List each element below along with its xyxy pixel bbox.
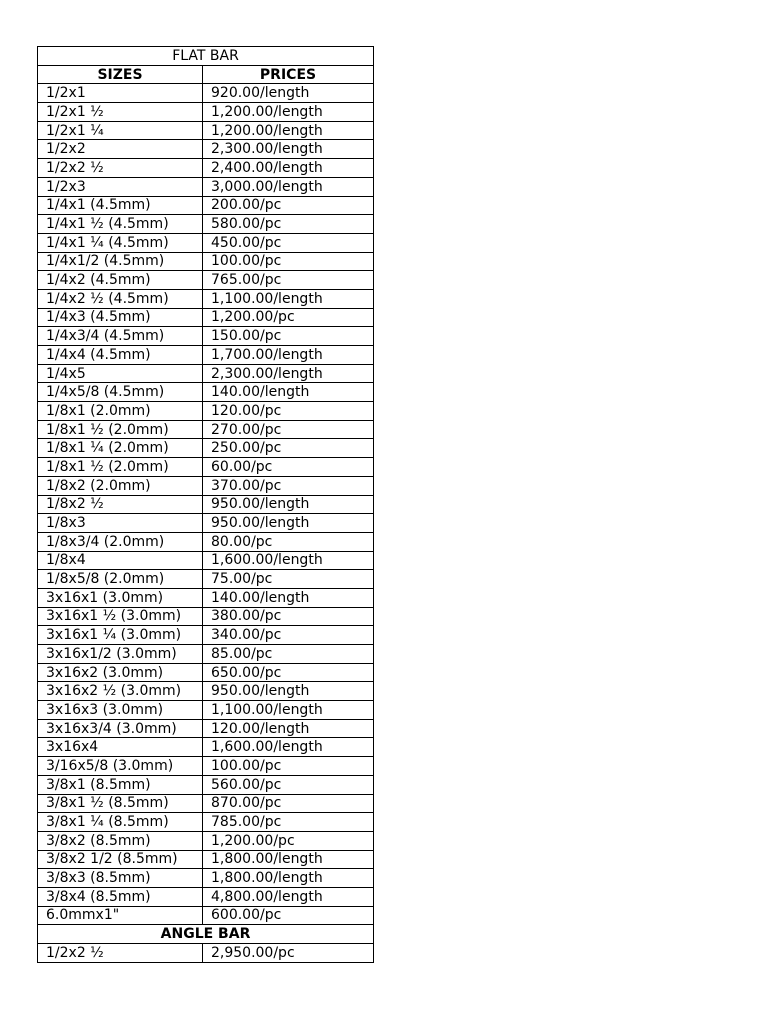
price-cell: 950.00/length bbox=[203, 682, 374, 701]
price-cell: 2,300.00/length bbox=[203, 140, 374, 159]
size-cell: 3/8x2 (8.5mm) bbox=[38, 831, 203, 850]
table-row bbox=[38, 682, 374, 701]
size-cell: 3/8x1 (8.5mm) bbox=[38, 775, 203, 794]
size-cell: 1/8x3 bbox=[38, 514, 203, 533]
size-cell: 1/8x1 ½ (2.0mm) bbox=[38, 458, 203, 477]
table-row bbox=[38, 794, 374, 813]
price-cell: 340.00/pc bbox=[203, 626, 374, 645]
size-cell: 1/2x3 bbox=[38, 177, 203, 196]
price-cell: 1,800.00/length bbox=[203, 850, 374, 869]
sizes-column-header: SIZES bbox=[38, 65, 203, 84]
size-cell: 1/2x1 ¼ bbox=[38, 121, 203, 140]
table-row bbox=[38, 775, 374, 794]
size-cell: 3x16x1 (3.0mm) bbox=[38, 588, 203, 607]
table-row bbox=[38, 271, 374, 290]
price-cell: 60.00/pc bbox=[203, 458, 374, 477]
price-cell: 765.00/pc bbox=[203, 271, 374, 290]
size-cell: 1/4x2 (4.5mm) bbox=[38, 271, 203, 290]
table-row bbox=[38, 177, 374, 196]
table-row bbox=[38, 588, 374, 607]
size-cell: 3x16x3 (3.0mm) bbox=[38, 701, 203, 720]
table-row bbox=[38, 831, 374, 850]
price-cell: 2,300.00/length bbox=[203, 364, 374, 383]
table-row bbox=[38, 495, 374, 514]
size-cell: 3x16x2 ½ (3.0mm) bbox=[38, 682, 203, 701]
price-cell: 1,600.00/length bbox=[203, 738, 374, 757]
price-cell: 650.00/pc bbox=[203, 663, 374, 682]
size-cell: 1/8x5/8 (2.0mm) bbox=[38, 570, 203, 589]
angle-bar-title: ANGLE BAR bbox=[38, 925, 374, 944]
size-cell: 1/2x2 bbox=[38, 140, 203, 159]
size-cell: 3x16x1 ½ (3.0mm) bbox=[38, 607, 203, 626]
price-cell: 100.00/pc bbox=[203, 252, 374, 271]
table-row bbox=[38, 570, 374, 589]
price-cell: 4,800.00/length bbox=[203, 887, 374, 906]
table-row bbox=[38, 140, 374, 159]
table-row bbox=[38, 308, 374, 327]
size-cell: 1/8x2 ½ bbox=[38, 495, 203, 514]
size-cell: 1/8x1 ¼ (2.0mm) bbox=[38, 439, 203, 458]
size-cell: 1/2x1 bbox=[38, 84, 203, 103]
table-row bbox=[38, 607, 374, 626]
size-cell: 3/8x1 ½ (8.5mm) bbox=[38, 794, 203, 813]
price-cell: 870.00/pc bbox=[203, 794, 374, 813]
table-row bbox=[38, 757, 374, 776]
table-row bbox=[38, 364, 374, 383]
table-row bbox=[38, 626, 374, 645]
price-cell: 150.00/pc bbox=[203, 327, 374, 346]
size-cell: 3/8x2 1/2 (8.5mm) bbox=[38, 850, 203, 869]
price-cell: 580.00/pc bbox=[203, 215, 374, 234]
size-cell: 1/4x5/8 (4.5mm) bbox=[38, 383, 203, 402]
size-cell: 1/8x3/4 (2.0mm) bbox=[38, 532, 203, 551]
table-row bbox=[38, 476, 374, 495]
size-cell: 3/8x1 ¼ (8.5mm) bbox=[38, 813, 203, 832]
table-row bbox=[38, 458, 374, 477]
price-cell: 100.00/pc bbox=[203, 757, 374, 776]
table-row bbox=[38, 84, 374, 103]
size-cell: 1/8x1 ½ (2.0mm) bbox=[38, 420, 203, 439]
size-cell: 3/8x4 (8.5mm) bbox=[38, 887, 203, 906]
table-row bbox=[38, 196, 374, 215]
table-row bbox=[38, 719, 374, 738]
flat-bar-title: FLAT BAR bbox=[38, 47, 374, 66]
table-row bbox=[38, 420, 374, 439]
size-cell: 1/4x3 (4.5mm) bbox=[38, 308, 203, 327]
table-row bbox=[38, 551, 374, 570]
price-cell: 85.00/pc bbox=[203, 645, 374, 664]
price-cell: 2,400.00/length bbox=[203, 159, 374, 178]
price-cell: 120.00/pc bbox=[203, 402, 374, 421]
price-cell: 270.00/pc bbox=[203, 420, 374, 439]
size-cell: 3/8x3 (8.5mm) bbox=[38, 869, 203, 888]
table-row bbox=[38, 289, 374, 308]
price-cell: 120.00/length bbox=[203, 719, 374, 738]
price-cell: 380.00/pc bbox=[203, 607, 374, 626]
price-cell: 1,200.00/pc bbox=[203, 831, 374, 850]
size-cell: 1/4x5 bbox=[38, 364, 203, 383]
table-row bbox=[38, 215, 374, 234]
price-cell: 75.00/pc bbox=[203, 570, 374, 589]
flat-bar-section-row bbox=[38, 47, 374, 66]
size-cell: 1/4x1/2 (4.5mm) bbox=[38, 252, 203, 271]
size-cell: 3x16x2 (3.0mm) bbox=[38, 663, 203, 682]
angle-bar-section-row bbox=[38, 925, 374, 944]
table-row bbox=[38, 103, 374, 122]
table-row bbox=[38, 663, 374, 682]
size-cell: 3x16x1 ¼ (3.0mm) bbox=[38, 626, 203, 645]
price-cell: 1,200.00/length bbox=[203, 103, 374, 122]
price-cell: 785.00/pc bbox=[203, 813, 374, 832]
table-row bbox=[38, 327, 374, 346]
price-cell: 140.00/length bbox=[203, 383, 374, 402]
size-cell: 1/4x2 ½ (4.5mm) bbox=[38, 289, 203, 308]
price-table bbox=[37, 46, 374, 963]
table-row bbox=[38, 439, 374, 458]
size-cell: 1/2x2 ½ bbox=[38, 944, 203, 963]
table-row bbox=[38, 159, 374, 178]
price-cell: 1,100.00/length bbox=[203, 289, 374, 308]
size-cell: 6.0mmx1" bbox=[38, 906, 203, 925]
size-cell: 1/4x3/4 (4.5mm) bbox=[38, 327, 203, 346]
table-row bbox=[38, 944, 374, 963]
price-cell: 950.00/length bbox=[203, 495, 374, 514]
size-cell: 3/16x5/8 (3.0mm) bbox=[38, 757, 203, 776]
price-cell: 450.00/pc bbox=[203, 233, 374, 252]
column-header-row bbox=[38, 65, 374, 84]
price-cell: 1,800.00/length bbox=[203, 869, 374, 888]
table-row bbox=[38, 383, 374, 402]
price-cell: 560.00/pc bbox=[203, 775, 374, 794]
size-cell: 1/2x1 ½ bbox=[38, 103, 203, 122]
size-cell: 3x16x1/2 (3.0mm) bbox=[38, 645, 203, 664]
table-row bbox=[38, 906, 374, 925]
price-cell: 600.00/pc bbox=[203, 906, 374, 925]
price-cell: 140.00/length bbox=[203, 588, 374, 607]
price-cell: 2,950.00/pc bbox=[203, 944, 374, 963]
table-row bbox=[38, 532, 374, 551]
size-cell: 3x16x4 bbox=[38, 738, 203, 757]
table-row bbox=[38, 869, 374, 888]
price-cell: 1,600.00/length bbox=[203, 551, 374, 570]
table-row bbox=[38, 402, 374, 421]
price-cell: 200.00/pc bbox=[203, 196, 374, 215]
table-row bbox=[38, 252, 374, 271]
table-row bbox=[38, 645, 374, 664]
table-row bbox=[38, 701, 374, 720]
price-cell: 1,200.00/pc bbox=[203, 308, 374, 327]
price-cell: 1,700.00/length bbox=[203, 346, 374, 365]
price-cell: 950.00/length bbox=[203, 514, 374, 533]
size-cell: 1/4x1 ¼ (4.5mm) bbox=[38, 233, 203, 252]
size-cell: 1/2x2 ½ bbox=[38, 159, 203, 178]
size-cell: 1/8x1 (2.0mm) bbox=[38, 402, 203, 421]
size-cell: 3x16x3/4 (3.0mm) bbox=[38, 719, 203, 738]
table-row bbox=[38, 514, 374, 533]
price-cell: 3,000.00/length bbox=[203, 177, 374, 196]
table-row bbox=[38, 121, 374, 140]
table-row bbox=[38, 813, 374, 832]
price-cell: 1,100.00/length bbox=[203, 701, 374, 720]
table-row bbox=[38, 850, 374, 869]
prices-column-header: PRICES bbox=[203, 65, 374, 84]
price-cell: 250.00/pc bbox=[203, 439, 374, 458]
size-cell: 1/4x4 (4.5mm) bbox=[38, 346, 203, 365]
size-cell: 1/8x2 (2.0mm) bbox=[38, 476, 203, 495]
table-row bbox=[38, 887, 374, 906]
price-cell: 370.00/pc bbox=[203, 476, 374, 495]
size-cell: 1/8x4 bbox=[38, 551, 203, 570]
price-cell: 920.00/length bbox=[203, 84, 374, 103]
size-cell: 1/4x1 (4.5mm) bbox=[38, 196, 203, 215]
size-cell: 1/4x1 ½ (4.5mm) bbox=[38, 215, 203, 234]
table-row bbox=[38, 738, 374, 757]
price-cell: 1,200.00/length bbox=[203, 121, 374, 140]
price-cell: 80.00/pc bbox=[203, 532, 374, 551]
table-row bbox=[38, 233, 374, 252]
table-row bbox=[38, 346, 374, 365]
